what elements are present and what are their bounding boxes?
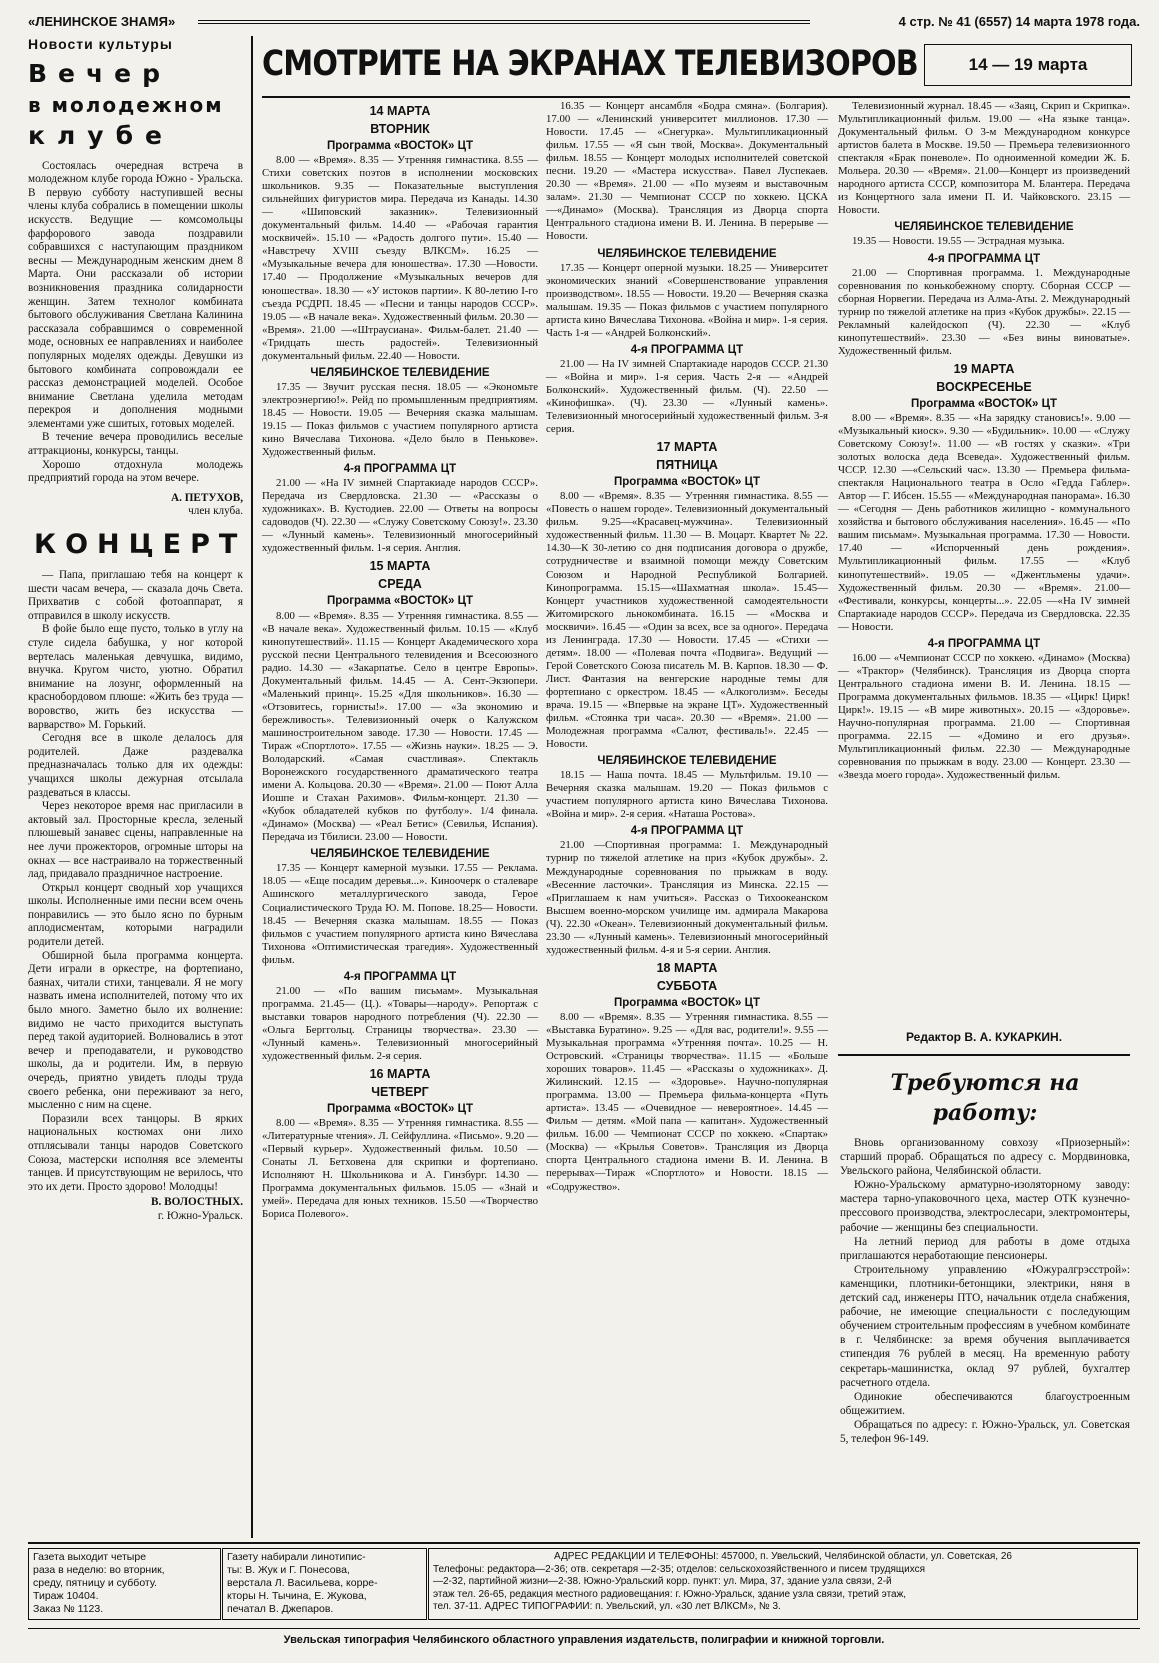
tv-program-text: 21.00 — На IV зимней Спартакиаде народов СССР. 21.30 — «Война и мир». 1-я серия. Часть 2-я — «Андрей Болконский». Художественный фильм. (Ч). 22.50 — «Кинофишка». (Ч). 23.30 — «Лунный камень». Телевизионный многосерийный художественный фильм. 3-я серия. <box>546 357 828 436</box>
tv-day-heading: ВОСКРЕСЕНЬЕ <box>936 379 1032 394</box>
tv-program-text: Телевизионный журнал. 18.45 — «Заяц, Скрип и Скрипка». Мультипликационный фильм. 19.00 — «На языке танца». Документальный фильм. О 3-м Международном конкурсе артистов балета в Москве. 19.50 — Премьера телевизионного спектакля «Брак поневоле». По одноименной комедии Ж. Б. Мольера. 20.30 — «Время». 21.00—Концерт из произведений народного артиста СССР, композитора М. Блантера. Передача из Концертного зала имени П. И. Чайковского. 23.15 — Новости. <box>838 100 1130 217</box>
footer-line: Газета выходит четыре <box>33 1551 147 1563</box>
footer-line: печатал В. Джепаров. <box>227 1603 334 1615</box>
tv-channel-heading: 4-я ПРОГРАММА ЦТ <box>343 970 457 983</box>
footer-line: Телефоны: редактора—2-36; отв. секретаря —2-35; отделов: сельскохозяйственного и писем трудящихся <box>433 1563 926 1575</box>
job-paragraph: Вновь организованному совхозу «Приозерный»: старший прораб. Обращаться по адресу с. Мордвиновка, Увельского района, Челябинской области. <box>840 1137 1130 1178</box>
tv-day-heading: 14 МАРТА <box>369 104 431 118</box>
footer-line: раза в неделю: во вторник, <box>33 1564 165 1576</box>
concert-paragraph: Обширной была программа концерта. Дети играли в оркестре, на фортепиано, баянах, читали стихи, танцевали. Я не могу назвать имена исполнителей, потому что их было много. Заметно было их волнение: видимо не часто приходится выступать перед такой аудиторией. Волновались в этот вечер и преподаватели, и руководство школы, да и родители. Им, в первую очередь, приятно увидеть плоды труда своего ребенка, они переживают за него, мысленно с ним на сцене. <box>28 949 243 1112</box>
jobs-section <box>840 1068 1130 1446</box>
footer-rule-bottom <box>28 1628 1140 1629</box>
footer-rule <box>28 1542 1140 1544</box>
job-paragraph: Строительному управлению «Южуралгрэсстрой»: каменщики, плотники-бетонщики, электрики, няня в детский сад, инженеры ПТО, начальник отдела снабжения, рабочие, не имеющие специальности с последующим обучением строительным профессиям в учебном комбинате в г. Челябинске: за время обучения выплачивается стипендия 76 рублей в месяц. На временную работу секретарь-машинистка, оклад 97 рублей, бухгалтер расчетного отдела. <box>840 1263 1130 1389</box>
tv-column-2 <box>546 100 828 1194</box>
tv-day-heading: СУББОТА <box>656 978 718 993</box>
tv-program-text: 8.00 — «Время». 8.35 — Утренняя гимнастика. 8.55 — «Литературные чтения». Л. Сейфуллина. «Письмо». 9.20 — «Первый курьер». Художественный фильм. 10.50 — Сонаты Л. Бетховена для скрипки и фортепиано. Исполняют Н. Школьникова и А. Гинзбург. 14.30 — Программа документальных фильмов. 15.05 — «Знай и умей». Передача для юных техников. 15.50 —«Творчество Бориса Полевого». <box>262 1117 538 1221</box>
paper-name: «ЛЕНИНСКОЕ ЗНАМЯ» <box>28 14 176 29</box>
tv-channel-heading: ЧЕЛЯБИНСКОЕ ТЕЛЕВИДЕНИЕ <box>597 755 777 768</box>
footer-line: кторы Н. Тычина, Е. Жукова, <box>227 1590 367 1602</box>
tv-program-text: 21.00 — «На IV зимней Спартакиаде народов СССР». Передача из Свердловска. 21.30 — «Рассказы о художниках». В. Кустодиев. 22.00 — Ответы на вопросы садоводов (Ч). 22.30 — «Служу Советскому Союзу!». 23.30 — «Лунный камень». Телевизионный многосерийный художественный фильм. 1-я серия. Англия. <box>262 477 538 555</box>
tv-channel-heading: Программа «ВОСТОК» ЦТ <box>326 140 474 152</box>
tv-channel-heading: 4-я ПРОГРАММА ЦТ <box>927 252 1041 265</box>
issue-info: 4 стр. № 41 (6557) 14 марта 1978 года. <box>898 14 1140 29</box>
footer-line: Газету набирали линотипис- <box>227 1551 366 1563</box>
tv-title: СМОТРИТЕ НА ЭКРАНАХ ТЕЛЕВИЗОРОВ <box>262 44 918 84</box>
tv-dates: 14 — 19 марта <box>968 55 1088 74</box>
tv-channel-heading: Программа «ВОСТОК» ЦТ <box>613 996 761 1009</box>
tv-day-heading: СРЕДА <box>378 577 422 592</box>
tv-channel-heading: ЧЕЛЯБИНСКОЕ ТЕЛЕВИДЕНИЕ <box>310 366 490 379</box>
column-rule <box>251 36 253 1538</box>
tv-day-heading: 18 МАРТА <box>656 960 718 975</box>
culture-title-line: клубе <box>28 120 174 150</box>
job-paragraph: Одинокие обеспечиваются благоустроенным общежитием. <box>840 1390 1130 1417</box>
tv-day-heading: 17 МАРТА <box>656 440 718 455</box>
footer-box-staff <box>222 1548 427 1620</box>
culture-paragraph: Хорошо отдохнула молодежь предприятий города на этом вечере. <box>28 458 243 485</box>
concert-paragraph: Поразили всех танцоры. В ярких национальных костюмах они лихо отплясывали танцы народов Советского Союза, мастерски исполняя все элементы танцев. И присутствующим не верилось, что это их дети. Просто здорово! Молодцы! <box>28 1112 243 1193</box>
footer-line: —2-32, партийной жизни—2-38. Южно-Уральский корр. пункт: ул. Мира, 37, здание узла связи, 2-й <box>433 1576 892 1588</box>
job-paragraph: Обращаться по адресу: г. Южно-Уральск, ул. Советская 5, телефон 96-149. <box>840 1418 1130 1445</box>
culture-column <box>28 36 247 1224</box>
culture-paragraph: В течение вечера проводились веселые аттракционы, конкурсы, танцы. <box>28 431 243 458</box>
culture-title-line: в молодежном <box>28 92 224 117</box>
footer-line: этаж тел. 26-65, редакция местного радиовещания: г. Южно-Уральск, здание узла связи, третий этаж, <box>433 1588 907 1600</box>
tv-channel-heading: Программа «ВОСТОК» ЦТ <box>326 595 474 608</box>
tv-channel-heading: 4-я ПРОГРАММА ЦТ <box>630 343 744 356</box>
tv-channel-heading: 4-я ПРОГРАММА ЦТ <box>927 637 1041 650</box>
concert-paragraph: В фойе было еще пусто, только в углу на стуле сидела бабушка, у ног которой вертелась маленькая девчушка, видимо, внучка. Кругом чисто, уютно. Обратил внимание на лозунг, оформленный на краснобордовом плюше: «Жить без труда — воровство, жить без искусства — варварство» М. Горький. <box>28 623 243 731</box>
tv-column-1 <box>262 100 538 1222</box>
tv-program-text: 17.35 — Звучит русская песня. 18.05 — «Экономьте электроэнергию!». Рейд по промышленным предприятиям. 18.45 — Новости. 19.05 — Вечерняя сказка малышам. 19.15 — Показ фильмов с участием популярного артиста кино Вячеслава Тихонова. «Дело было в Пенькове». Художественный фильм. <box>262 380 538 459</box>
tv-program-text: 8.00 — «Время». 8.35 — Утренняя гимнастика. 8.55 — Стихи советских поэтов в исполнении московских школьников. 9.35 — Показательные выступления сильнейших фигуристов мира. Передача из Канады. 14.30 — «Шиповский заказник». Телевизионный документальный фильм. 14.40 — «Рабочая гарантия москвичей». 15.10 — «Радость долгого пути». 15.40 — «Навстречу XVIII съезду ВЛКСМ». 16.25 — «Музыкальные вечера для юношества». 17.30 —Новости. 17.40 — Продолжение «Музыкальных вечеров для юношества». 18.30 — «У истоков партии». К 80-летию I-го съезда РСДРП. 18.45 — «Песни и танцы народов СССР». 19.05 — «В начале века». Художественный фильм. 20.30 — «Время». 21.00 —«Штраусиана». Фильм-балет. 21.40 — «Тридцать шесть радостей». Телевизионный документальный фильм. 22.40 — Новости. <box>262 154 538 362</box>
tv-channel-heading: Программа «ВОСТОК» ЦТ <box>613 476 761 489</box>
tv-program-text: 17.35 — Концерт камерной музыки. 17.55 — Реклама. 18.05 — «Еще посадим деревья...». Киноочерк о сталеваре Ашинского металлургического завода, Герое Социалистического Труда Ю. М. Попове. 18.25— Новости. 18.45 — Вечерняя сказка малышам. 18.55 — Показ фильмов с участием популярного артиста кино Вячеслава Тихонова «Оптимистическая трагедия». Художественный фильм. <box>262 862 538 966</box>
tv-program-text: 18.15 — Наша почта. 18.45 — Мультфильм. 19.10 — Вечерняя сказка малышам. 19.20 — Показ фильмов с участием популярного артиста кино Вячеслава Тихонова. «Война и мир». 2-я серия. «Наташа Ростова». <box>546 769 828 821</box>
culture-title-line: Вечер <box>28 58 172 88</box>
tv-title-rule <box>262 96 1130 98</box>
tv-channel-heading: 4-я ПРОГРАММА ЦТ <box>343 463 457 476</box>
concert-author-place: г. Южно-Уральск. <box>157 1209 243 1222</box>
footer-line: АДРЕС РЕДАКЦИИ И ТЕЛЕФОНЫ: 457000, п. Увельский, Челябинской области, ул. Советская, 26 <box>554 1551 1012 1562</box>
editor-rule <box>838 1054 1130 1056</box>
tv-program-text: 17.35 — Концерт оперной музыки. 18.25 — Университет экономических знаний «Совершенствование управления производством». 18.55 — Новости. 19.20 — Вечерняя сказка малышам. 19.35 — Показ фильмов с участием популярного артиста кино Вячеслава Тихонова. «Война и мир». 1-я серия. Часть 1-я — «Андрей Болконский». <box>546 261 828 339</box>
tv-program-text: 8.00 — «Время». 8.35 — Утренняя гимнастика. 8.55 — «Выставка Буратино». 9.25 — «Для вас, родители!». 9.55 — Музыкальная программа «Утренняя почта». 10.25 — Н. Островский. «Страницы творчества». 11.15 — «Больше хороших товаров». 11.45 — «Рассказы о художниках». Д. Жилинский. 12.15 — «Здоровье». Научно-популярная программа. 13.00 — Премьера фильма-концерта «Путь артиста». 13.45 — «Очевидное — невероятное». 14.45 — Фильм — детям. «Мой папа — капитан». Художественный фильм. 16.00 — Чемпионат СССР по хоккею. «Спартак» (Москва) — «Крылья Советов». Трансляция из Дворца спорта Центрального стадиона имени В. И. Ленина. В перерывах—Тираж «Спортлото» и Новости. 18.15 — «Содружество». <box>546 1010 828 1193</box>
tv-column-3 <box>838 100 1130 782</box>
tv-program-text: 21.00 —Спортивная программа: 1. Международный турнир по тяжелой атлетике на приз «Кубок дружбы». 2. Международные соревнования по прыжкам в воду. «Весенние ласточки». Трансляция из Минска. 22.15 — «Приглашаем к нам учиться». Рассказ о Тихоокеанском Высшем военно-морском училище им. адмирала Макарова (Ч). 22.30 «Океан». Телевизионный документальный фильм. 23.30 — «Лунный камень». Телевизионный многосерийный художественный фильм. 4-я и 5-я серии. Англия. <box>546 839 828 956</box>
footer-line: ты: В. Жук и Г. Понесова, <box>227 1564 350 1576</box>
editor-credit: Редактор В. А. КУКАРКИН. <box>905 1030 1063 1044</box>
jobs-title: Требуются на работу: <box>890 1070 1080 1126</box>
culture-author: А. ПЕТУХОВ, <box>171 491 243 504</box>
culture-kicker: Новости культуры <box>28 36 173 52</box>
tv-program-text: 8.00 — «Время». 8.35 — Утренняя гимнастика. 8.55 — «В начале века». Художественный фильм. 10.15 — «Клуб кинопутешествий». 11.15 — Концерт Академического хора русской песни Центрального телевидения и Всесоюзного радио. 14.30 — «Закарпатье. Село в центре Европы». Документальный фильм. 14.45 — А. Сент-Экзюпери. «Маленький принц». 15.25 «Для школьников». 16.30 — «Отзовитесь, горнисты!». 17.00 — «За экономию и бережливость». Телевизионный очерк о Калужском машиностроительном заводе. 17.30 — Новости. 17.45 — Тираж «Спортлото». 17.55 — «Жизнь науки». 18.25 — Э. Володарский. «Самая счастливая». Спектакль Воронежского государственного драматического театра имени А. Кольцова. 20.30 — «Время». 21.00 — Поют Алла Иошпе и Стахан Рахимов». Фильм-концерт. 21.30 — «Кубок обладателей кубков по футболу». 1/4 финала. «Динамо» (Москва) — «Реал Бетис» (Севилья, Испания). Передача из Тбилиси. 23.00 — Новости. <box>262 609 538 844</box>
culture-title <box>28 58 243 152</box>
tv-day-heading: ЧЕТВЕРГ <box>371 1085 429 1100</box>
culture-paragraph: Состоялась очередная встреча в молодежном клубе города Южно - Уральска. В первую субботу наступившей весны члены клуба собрались в помещении школы искусств. Ведущие — комсомольцы фарфорового завода поздравили собравшихся с наступающим праздником весны — Международным женским днем 8 Марта. Они рассказали об истории возникновения праздника солидарности женщин. Затем технолог комбината бытового обслуживания Светлана Калинина рассказала собравшимся о современной моде, основных ее направлениях и наиболее популярных моделях одежды. Девушки из бытового комбината сопровождали ее рассказ демонстрацией моделей. Особое внимание Светлана уделила методам перекроя и дополнения модными элементами уже сшитых, готовых моделей. <box>28 159 243 430</box>
tv-day-heading: 15 МАРТА <box>369 559 431 574</box>
tv-program-text: 8.00 — «Время». 8.35 — «На зарядку становись!». 9.00 — «Музыкальный киоск». 9.30 — «Будильник». 10.00 — «Служу Советскому Союзу!». 11.00 — «В гостях у сказки». «Три золотых волоска деда Всеведа». Художественный фильм. ЧССР. 12.30 —«Сельский час». 13.30 — Премьера фильма-спектакля Национального театра в Осло «Гедда Габлер». Автор — Г. Ибсен. 15.55 — «Международная панорама». 16.30 — «Сегодня — День работников жилищно - коммунального хозяйства и бытового обслуживания населения». 16.45 — «По вашим письмам». Музыкальная программа. 17.30 — Новости. 17.40 — «Испорченный день рождения». Мультипликационный фильм. 17.55 — «Клуб кинопутешествий». 19.05 — «Джентльмены удачи». Художественный фильм. 20.30 — «Время». 21.00— «Фестивали, конкурсы, концерты...». 22.05 —«На IV зимней Спартакиаде народов СССР». Передача из Свердловска. 22.35— Новости. <box>838 411 1130 633</box>
concert-paragraph: Открыл концерт сводный хор учащихся школы. Исполненные ими песни всем очень понравились — это было ясно по бурным аплодисментам, которыми наградили родители детей. <box>28 881 243 949</box>
tv-channel-heading: ЧЕЛЯБИНСКОЕ ТЕЛЕВИДЕНИЕ <box>310 848 490 861</box>
footer-line: Тираж 10404. <box>33 1590 99 1602</box>
job-paragraph: На летний период для работы в доме отдыха приглашаются неработающие пенсионеры. <box>840 1235 1130 1262</box>
tv-day-heading: 16 МАРТА <box>369 1067 431 1082</box>
job-paragraph: Южно-Уральскому арматурно-изоляторному заводу: мастера тарно-упаковочного цеха, мастер ОТК кузнечно-прессового производства, электрослесари, электромонтеры, рабочие — женщины без специальности. <box>840 1179 1130 1234</box>
footer-box-circulation <box>28 1548 221 1620</box>
concert-author: В. ВОЛОСТНЫХ. <box>151 1196 243 1209</box>
footer-line: тел. 37-11. АДРЕС ТИПОГРАФИИ: п. Увельский, ул. «30 лет ВЛКСМ», № 3. <box>433 1601 781 1613</box>
tv-dates-box <box>924 44 1132 86</box>
tv-program-text: 8.00 — «Время». 8.35 — Утренняя гимнастика. 8.55 — «Повесть о нашем городе». Телевизионный документальный фильм. 9.25—«Красавец-мужчина». Телевизионный художественный фильм. 11.30 — В. Моцарт. Квартет № 22. 14.30—К 30-летию со дня подписания договора о дружбе, сотрудничестве и взаимной помощи между Советским Союзом и Народной Республикой Болгарией. Кинопрограмма. 15.15—«Шахматная школа». 15.45—Концерт участников художественной самодеятельности Житомирского льнокомбината. 16.15 — «Москва и москвичи». 16.45 — «Один за всех, все за одного». Передача из Ленинграда. 17.30 — Новости. 17.45 — «Стихи — детям». 18.00 — «Полевая почта «Подвига». Ведущий — Герой Советского Союза писатель М. В. Карпов. 18.30 — Ф. Лист. Фантазия на венгерские народные темы для фортепиано с оркестром. 18.45 — «Алкоголизм». Беседы врача. 19.15 — «Впервые на экране ЦТ». Художественный фильм. «Стоянка три часа». 20.30 — «Время». 21.00 — Молодежная программа «Салют, фестиваль!». 22.45 — Новости. <box>546 490 828 751</box>
concert-title: КОНЦЕРТ <box>34 529 247 561</box>
tv-day-heading: ПЯТНИЦА <box>656 458 718 473</box>
culture-author-role: член клуба. <box>188 505 243 518</box>
header-rule <box>198 20 810 24</box>
tv-program-text: 19.35 — Новости. 19.55 — Эстрадная музыка. <box>852 235 1065 248</box>
concert-paragraph: Через некоторое время нас пригласили в актовый зал. Просторные кресла, зеленый плюшевый занавес сцены, направленные на нее лучи прожекторов, огромные шторы на окнах — все настраивало на торжественный лад, придавало праздничное настроение. <box>28 800 243 881</box>
printer-credit: Увельская типография Челябинского областного управления издательств, полиграфии и книжной торговли. <box>283 1634 885 1646</box>
tv-program-text: 16.00 — «Чемпионат СССР по хоккею. «Динамо» (Москва) — «Трактор» (Челябинск). Трансляция из Дворца спорта Центрального стадиона имени В. И. Ленина. 18.15 — Программа документальных фильмов. 18.35 — «Цирк! Цирк! Цирк!». 19.15 — «В мире животных». 20.15 — «Здоровье». Научно-популярная программа. 21.00 — Спортивная программа. 22.15 — «Домино и его друзья». Мультипликационный фильм. 22.30 — Международные соревнования по прыжкам в воду. 23.00 — Концерт. 23.30 — «Звезда моего города». Художественный фильм. <box>838 651 1130 782</box>
footer-line: среду, пятницу и субботу. <box>33 1577 157 1589</box>
masthead-strip <box>28 10 1140 32</box>
tv-channel-heading: Программа «ВОСТОК» ЦТ <box>910 397 1058 410</box>
tv-channel-heading: ЧЕЛЯБИНСКОЕ ТЕЛЕВИДЕНИЕ <box>894 221 1074 234</box>
tv-channel-heading: ЧЕЛЯБИНСКОЕ ТЕЛЕВИДЕНИЕ <box>597 247 777 260</box>
footer-line: Заказ № 1123. <box>33 1603 104 1615</box>
tv-day-heading: 19 МАРТА <box>953 361 1015 376</box>
concert-paragraph: Сегодня все в школе делалось для родителей. Даже раздевалка предназначалась только для их одежды: учащихся школы дежурная отсылала раздеваться в классы. <box>28 732 243 799</box>
tv-channel-heading: Программа «ВОСТОК» ЦТ <box>326 1103 474 1116</box>
tv-program-text: 21.00 — Спортивная программа. 1. Международные соревнования по конькобежному спорту. Сборная СССР — сборная Норвегии. Передача из Алма-Аты. 2. Международный турнир по тяжелой атлетике на приз «Кубок дружбы». 22.15 — Рекламный калейдоскоп (Ч). 22.30 — «Клуб кинопутешествий». 23.30 — «Без вины виноватые». Художественный фильм. <box>838 266 1130 357</box>
tv-program-text: 16.35 — Концерт ансамбля «Бодра смяна». (Болгария). 17.00 — «Ленинский университет миллионов. 17.30 — Новости. 17.45 — «Снегурка». Мультипликационный фильм. 17.55 — «Я сын твой, Москва». Документальный фильм. 18.55 — Концерт молодых исполнителей советской песни. 19.20 — «Мастера искусства». Павел Луспекаев. 20.30 — «Время». 21.00 — «По музеям и выставочным залам». 21.30 — Чемпионат СССР по хоккею. ЦСКА—«Динамо» (Москва). Трансляция из Дворца спорта Центрального стадиона имени В. И. Ленина. В перерыве — Новости. <box>546 100 828 243</box>
footer-box-address <box>428 1548 1138 1620</box>
footer-line: верстала Л. Васильева, корре- <box>227 1577 378 1589</box>
tv-program-text: 21.00 — «По вашим письмам». Музыкальная программа. 21.45— (Ц.). «Товары—народу». Репортаж с выставки товаров народного потребления (Ч). 22.30 — «Ольга Берггольц. Страницы творчества». 23.30 — «Лунный камень». Телевизионный многосерийный художественный фильм. 2-я серия. <box>262 984 538 1063</box>
tv-day-heading: ВТОРНИК <box>370 122 430 136</box>
tv-channel-heading: 4-я ПРОГРАММА ЦТ <box>630 825 744 838</box>
concert-paragraph: — Папа, приглашаю тебя на концерт к шести часам вечера, — сказала дочь Света. Прихватив с собой фотоаппарат, я отправился в школу искусств. <box>28 569 243 622</box>
